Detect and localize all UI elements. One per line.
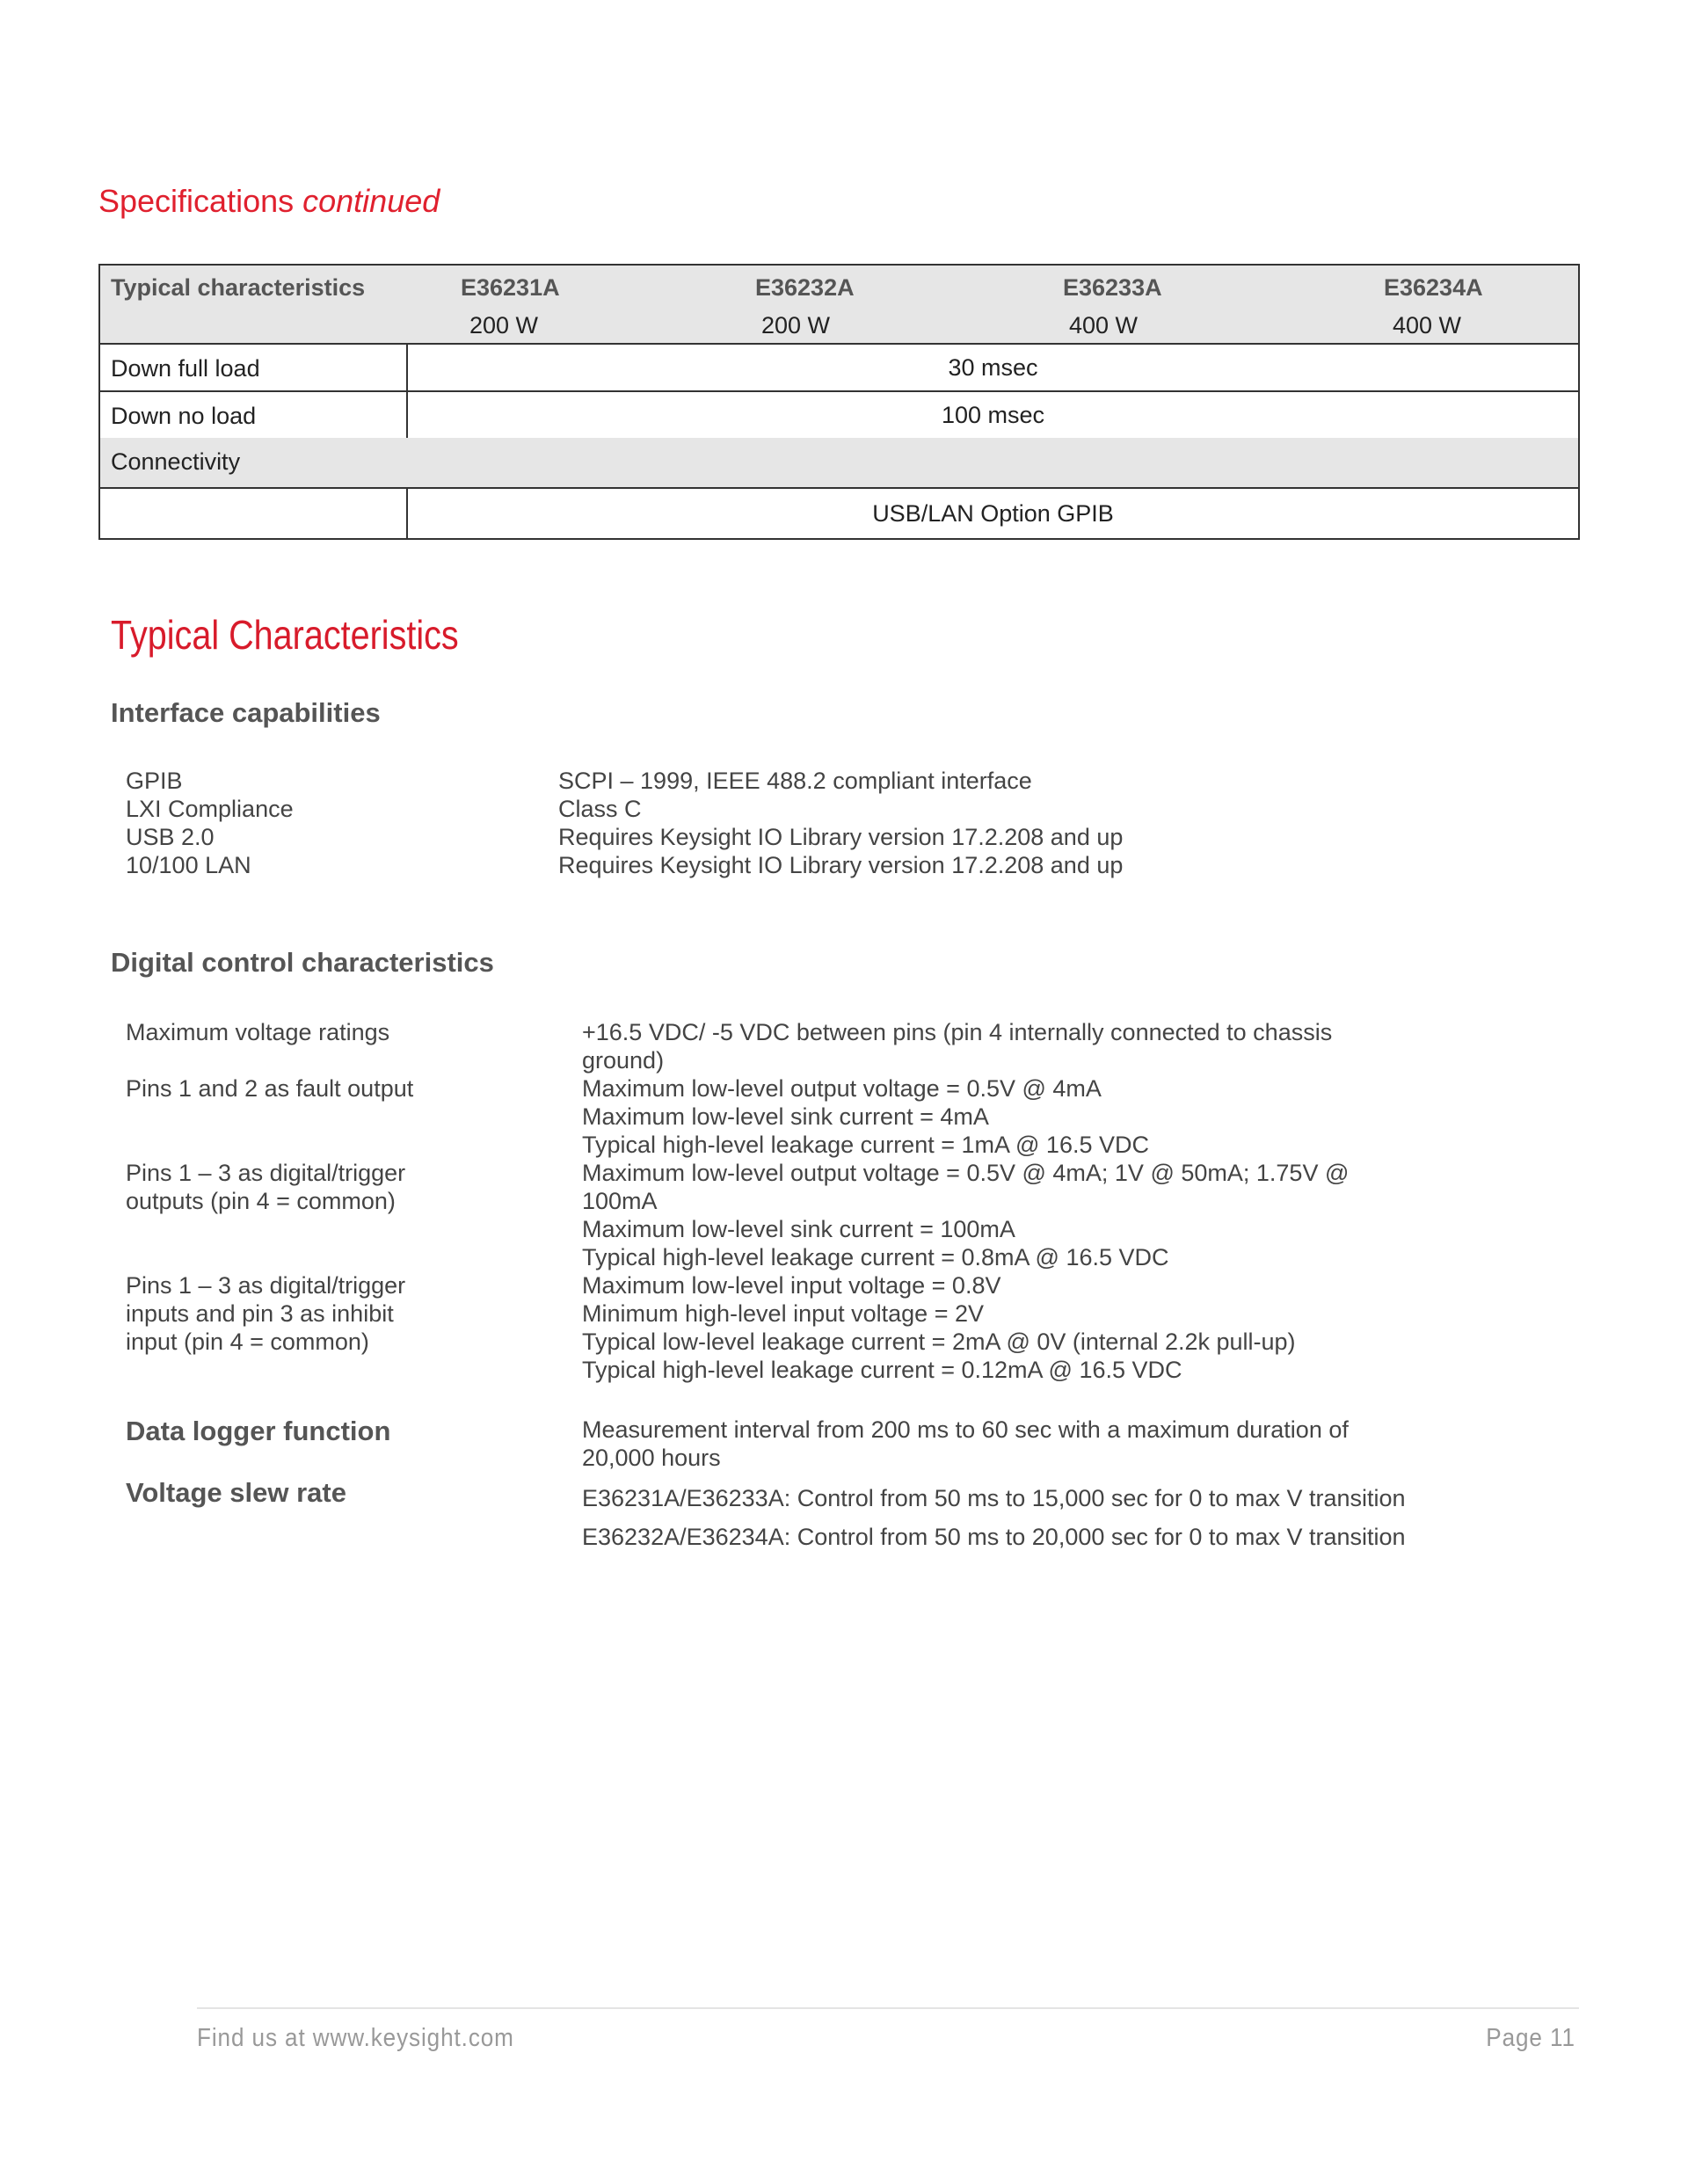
interface-label: 10/100 LAN bbox=[126, 852, 251, 878]
data-logger-heading: Data logger function bbox=[126, 1416, 391, 1446]
max-voltage-value: +16.5 VDC/ -5 VDC between pins (pin 4 internally connected to chassis ground) bbox=[582, 1019, 1333, 1074]
slew-line: E36231A/E36233A: Control from 50 ms to 15,000 sec for 0 to max V transition bbox=[582, 1485, 1406, 1511]
model-power: 400 W bbox=[1069, 312, 1139, 339]
interface-labels bbox=[126, 767, 294, 879]
footer-website-link[interactable]: Find us at www.keysight.com bbox=[197, 2024, 514, 2052]
section-title-suffix: continued bbox=[302, 183, 440, 219]
page-number: Page 11 bbox=[1486, 2024, 1575, 2052]
trigger-in-label bbox=[126, 1271, 405, 1356]
table-row bbox=[100, 392, 1578, 438]
trigger-out-line: Typical high-level leakage current = 0.8mA @ 16.5 VDC bbox=[582, 1244, 1169, 1270]
digital-heading: Digital control characteristics bbox=[111, 947, 494, 978]
interface-label: GPIB bbox=[126, 768, 183, 794]
data-logger-value: Measurement interval from 200 ms to 60 sec with a maximum duration of 20,000 hours bbox=[582, 1416, 1349, 1471]
footer-divider bbox=[197, 2007, 1579, 2009]
row-label: Down no load bbox=[111, 403, 257, 429]
model-name: E36233A bbox=[1063, 274, 1162, 301]
header-label: Typical characteristics bbox=[111, 274, 366, 301]
trigger-in-label-line: Pins 1 – 3 as digital/trigger bbox=[126, 1272, 406, 1299]
trigger-in-line: Minimum high-level input voltage = 2V bbox=[582, 1300, 984, 1327]
table-row bbox=[100, 345, 1578, 392]
model-power: 400 W bbox=[1393, 312, 1462, 339]
interface-value: Requires Keysight IO Library version 17.2.208 and up bbox=[558, 824, 1124, 850]
trigger-in-values bbox=[582, 1271, 1461, 1384]
row-value: USB/LAN Option GPIB bbox=[406, 489, 1578, 538]
trigger-in-line: Typical high-level leakage current = 0.12mA @ 16.5 VDC bbox=[582, 1357, 1182, 1383]
interface-value: Class C bbox=[558, 796, 642, 822]
spec-table bbox=[98, 264, 1580, 540]
model-power: 200 W bbox=[761, 312, 831, 339]
row-value: 100 msec bbox=[406, 392, 1578, 438]
fault-values bbox=[582, 1074, 1461, 1159]
table-row bbox=[100, 489, 1578, 538]
model-name: E36232A bbox=[755, 274, 855, 301]
section-title-text: Specifications bbox=[98, 183, 295, 219]
trigger-out-label-line: outputs (pin 4 = common) bbox=[126, 1188, 396, 1214]
row-label: Down full load bbox=[111, 355, 260, 382]
trigger-out-values bbox=[582, 1159, 1408, 1271]
trigger-out-line: Maximum low-level sink current = 100mA bbox=[582, 1216, 1015, 1242]
interface-values bbox=[558, 767, 1123, 879]
trigger-in-label-line: input (pin 4 = common) bbox=[126, 1329, 369, 1355]
trigger-in-line: Maximum low-level input voltage = 0.8V bbox=[582, 1272, 1001, 1299]
interface-value: SCPI – 1999, IEEE 488.2 compliant interface bbox=[558, 768, 1032, 794]
trigger-out-line: Maximum low-level output voltage = 0.5V @ 4mA; 1V @ 50mA; 1.75V @ 100mA bbox=[582, 1160, 1350, 1214]
interface-value: Requires Keysight IO Library version 17.2.208 and up bbox=[558, 852, 1124, 878]
interface-heading: Interface capabilities bbox=[111, 697, 381, 728]
row-value: 30 msec bbox=[406, 345, 1578, 390]
model-name: E36231A bbox=[461, 274, 560, 301]
interface-label: USB 2.0 bbox=[126, 824, 215, 850]
typical-heading: Typical Characteristics bbox=[111, 612, 459, 658]
trigger-in-label-line: inputs and pin 3 as inhibit bbox=[126, 1300, 394, 1327]
fault-line: Typical high-level leakage current = 1mA @ 16.5 VDC bbox=[582, 1132, 1149, 1158]
section-title bbox=[98, 183, 440, 220]
table-section-row bbox=[100, 438, 1578, 489]
trigger-out-label-line: Pins 1 – 3 as digital/trigger bbox=[126, 1160, 406, 1186]
trigger-out-label bbox=[126, 1159, 405, 1215]
table-header bbox=[100, 266, 1578, 345]
model-power: 200 W bbox=[469, 312, 539, 339]
slew-line: E36232A/E36234A: Control from 50 ms to 20,000 sec for 0 to max V transition bbox=[582, 1524, 1406, 1550]
section-label: Connectivity bbox=[111, 448, 241, 475]
model-name: E36234A bbox=[1384, 274, 1483, 301]
max-voltage-label: Maximum voltage ratings bbox=[126, 1019, 390, 1045]
trigger-in-line: Typical low-level leakage current = 2mA @ 0V (internal 2.2k pull-up) bbox=[582, 1329, 1296, 1355]
fault-label: Pins 1 and 2 as fault output bbox=[126, 1075, 414, 1102]
fault-line: Maximum low-level sink current = 4mA bbox=[582, 1103, 989, 1130]
slew-heading: Voltage slew rate bbox=[126, 1477, 346, 1508]
fault-line: Maximum low-level output voltage = 0.5V @ 4mA bbox=[582, 1075, 1102, 1102]
interface-label: LXI Compliance bbox=[126, 796, 294, 822]
